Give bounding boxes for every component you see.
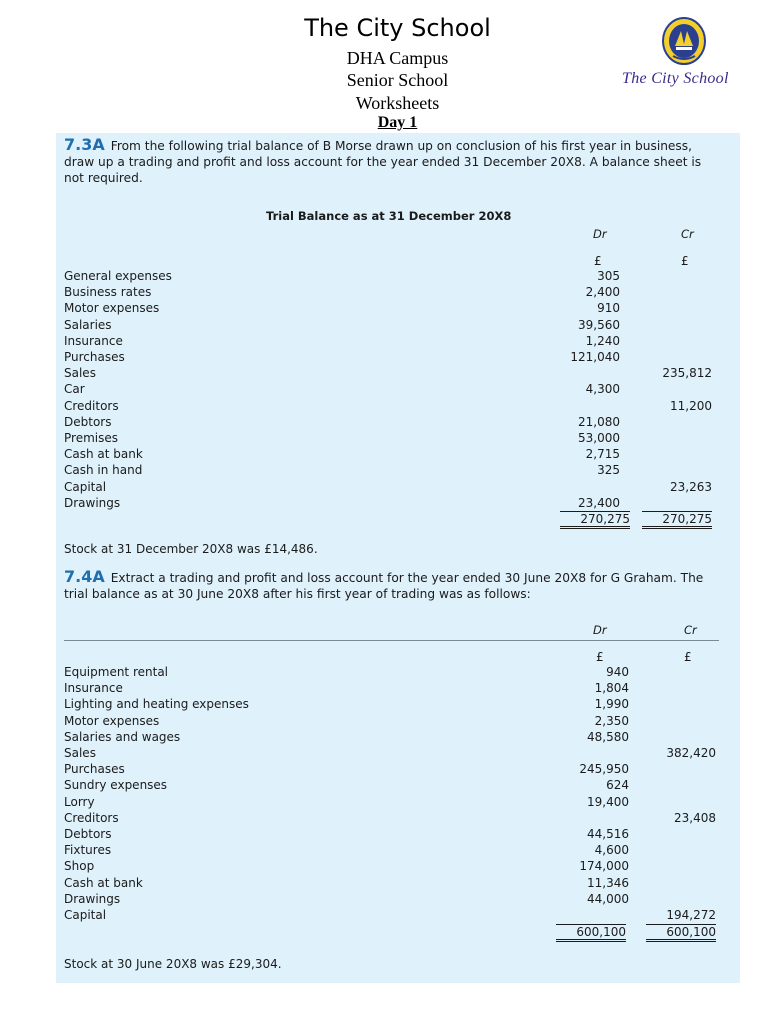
table-row bbox=[64, 908, 716, 924]
table-row bbox=[64, 366, 712, 382]
table-row bbox=[64, 480, 712, 496]
table-row bbox=[64, 431, 712, 447]
table-row bbox=[64, 350, 712, 366]
table-row bbox=[64, 730, 716, 746]
dr-amount: 4,300 bbox=[585, 382, 620, 397]
dr-amount: 44,000 bbox=[587, 891, 629, 906]
cr-currency: £ bbox=[684, 650, 692, 664]
cr-amount: 382,420 bbox=[666, 746, 716, 760]
dr-amount: 1,240 bbox=[585, 333, 620, 348]
table-row bbox=[64, 399, 712, 415]
account-label: Debtors bbox=[64, 827, 112, 841]
table-row bbox=[64, 876, 716, 892]
total-cr: 600,100 bbox=[646, 924, 716, 942]
table-row bbox=[64, 762, 716, 778]
question-text: Extract a trading and profit and loss account for the year ended 30 June 20X8 for G Graham. The trial balance as at 30 June 20X8 after his first year of trading was as follows: bbox=[64, 571, 704, 601]
section-name: Senior School bbox=[346, 70, 449, 90]
question-7-4a bbox=[64, 569, 724, 602]
account-label: Cash in hand bbox=[64, 463, 143, 478]
table-row bbox=[64, 778, 716, 794]
table-row bbox=[64, 811, 716, 827]
school-crest-icon bbox=[661, 16, 707, 66]
table-row bbox=[64, 827, 716, 843]
account-label: Capital bbox=[64, 908, 107, 922]
cr-currency: £ bbox=[681, 254, 689, 268]
cr-amount: 11,200 bbox=[670, 398, 712, 413]
dr-amount: 2,400 bbox=[585, 285, 620, 300]
table-row bbox=[64, 714, 716, 730]
dr-amount: 48,580 bbox=[587, 729, 629, 744]
account-label: Debtors bbox=[64, 414, 112, 429]
account-label: Purchases bbox=[64, 762, 125, 777]
section-divider bbox=[64, 640, 719, 641]
account-label: Cash at bank bbox=[64, 447, 143, 462]
account-label: Equipment rental bbox=[64, 665, 169, 679]
dr-amount: 305 bbox=[597, 269, 620, 283]
account-label: Lighting and heating expenses bbox=[64, 697, 249, 712]
dr-currency: £ bbox=[594, 254, 602, 268]
worksheet-header bbox=[0, 0, 768, 132]
dr-amount: 624 bbox=[606, 778, 629, 793]
table-row bbox=[64, 415, 712, 431]
dr-amount: 53,000 bbox=[578, 431, 620, 445]
dr-amount: 1,804 bbox=[594, 681, 629, 696]
account-label: Insurance bbox=[64, 333, 123, 348]
table-row bbox=[64, 334, 712, 350]
account-label: Cash at bank bbox=[64, 875, 143, 890]
dr-amount: 19,400 bbox=[587, 794, 629, 809]
dr-column-header: Dr bbox=[593, 227, 607, 241]
table-row bbox=[64, 463, 712, 479]
dr-amount: 4,600 bbox=[594, 843, 629, 858]
table-row bbox=[64, 382, 712, 398]
account-label: Lorry bbox=[64, 794, 95, 809]
account-label: Motor expenses bbox=[64, 301, 160, 316]
table-row bbox=[64, 318, 712, 334]
school-title: The City School bbox=[304, 14, 491, 42]
table-row bbox=[64, 496, 712, 512]
dr-amount: 245,950 bbox=[579, 762, 629, 777]
table-row bbox=[64, 746, 716, 762]
campus-name: DHA Campus bbox=[346, 48, 449, 68]
account-label: Sales bbox=[64, 366, 96, 381]
table-row bbox=[64, 681, 716, 697]
cr-column-header: Cr bbox=[684, 623, 697, 637]
stock-note: Stock at 30 June 20X8 was £29,304. bbox=[64, 957, 282, 971]
account-label: Sundry expenses bbox=[64, 778, 168, 793]
account-label: Drawings bbox=[64, 891, 121, 906]
cr-amount: 23,263 bbox=[670, 479, 712, 494]
total-dr: 270,275 bbox=[560, 511, 630, 529]
day-label: Day 1 bbox=[377, 114, 418, 131]
table-row bbox=[64, 859, 716, 875]
dr-amount: 2,715 bbox=[585, 447, 620, 462]
account-label: Drawings bbox=[64, 495, 121, 510]
account-label: Insurance bbox=[64, 681, 123, 696]
dr-currency: £ bbox=[596, 650, 604, 664]
account-label: Creditors bbox=[64, 398, 119, 413]
question-number: 7.3A bbox=[64, 135, 105, 154]
table-row bbox=[64, 447, 712, 463]
dr-amount: 325 bbox=[597, 463, 620, 478]
account-label: Business rates bbox=[64, 285, 152, 300]
dr-amount: 39,560 bbox=[578, 317, 620, 332]
account-label: Car bbox=[64, 382, 85, 397]
table-row bbox=[64, 285, 712, 301]
account-label: Sales bbox=[64, 746, 96, 760]
table-row bbox=[64, 697, 716, 713]
account-label: Shop bbox=[64, 859, 95, 874]
logo-script-name: The City School bbox=[622, 70, 729, 87]
table-row bbox=[64, 795, 716, 811]
account-label: Fixtures bbox=[64, 843, 112, 858]
document-type: Worksheets bbox=[355, 93, 440, 113]
question-number: 7.4A bbox=[64, 567, 105, 586]
dr-column-header: Dr bbox=[593, 623, 607, 637]
exercise-panel bbox=[56, 133, 740, 983]
dr-amount: 2,350 bbox=[594, 713, 629, 728]
dr-amount: 23,400 bbox=[578, 495, 620, 510]
account-label: Salaries and wages bbox=[64, 729, 181, 744]
question-text: From the following trial balance of B Morse drawn up on conclusion of his first year in business, draw up a trading and profit and loss account for the year ended 31 December 20X8. A balance sheet is not required. bbox=[64, 139, 702, 185]
account-label: Motor expenses bbox=[64, 713, 160, 728]
table-row bbox=[64, 843, 716, 859]
stock-note: Stock at 31 December 20X8 was £14,486. bbox=[64, 542, 318, 556]
cr-column-header: Cr bbox=[681, 227, 694, 241]
dr-amount: 121,040 bbox=[570, 350, 620, 364]
trial-balance-heading: Trial Balance as at 31 December 20X8 bbox=[266, 209, 512, 223]
dr-amount: 1,990 bbox=[594, 697, 629, 712]
table-row bbox=[64, 892, 716, 908]
cr-amount: 235,812 bbox=[662, 366, 712, 381]
table-row bbox=[64, 301, 712, 317]
total-dr: 600,100 bbox=[556, 924, 626, 942]
cr-amount: 23,408 bbox=[674, 810, 716, 825]
table-row bbox=[64, 269, 712, 285]
question-7-3a bbox=[64, 137, 719, 186]
dr-amount: 940 bbox=[606, 665, 629, 679]
account-label: Premises bbox=[64, 431, 118, 445]
cr-amount: 194,272 bbox=[666, 908, 716, 922]
dr-amount: 21,080 bbox=[578, 414, 620, 429]
dr-amount: 11,346 bbox=[587, 875, 629, 890]
total-cr: 270,275 bbox=[642, 511, 712, 529]
dr-amount: 174,000 bbox=[579, 859, 629, 874]
account-label: Salaries bbox=[64, 317, 112, 332]
dr-amount: 44,516 bbox=[587, 827, 629, 841]
account-label: Capital bbox=[64, 479, 107, 494]
account-label: Purchases bbox=[64, 350, 125, 364]
dr-amount: 910 bbox=[597, 301, 620, 316]
table-row bbox=[64, 665, 716, 681]
account-label: Creditors bbox=[64, 810, 119, 825]
account-label: General expenses bbox=[64, 269, 172, 283]
